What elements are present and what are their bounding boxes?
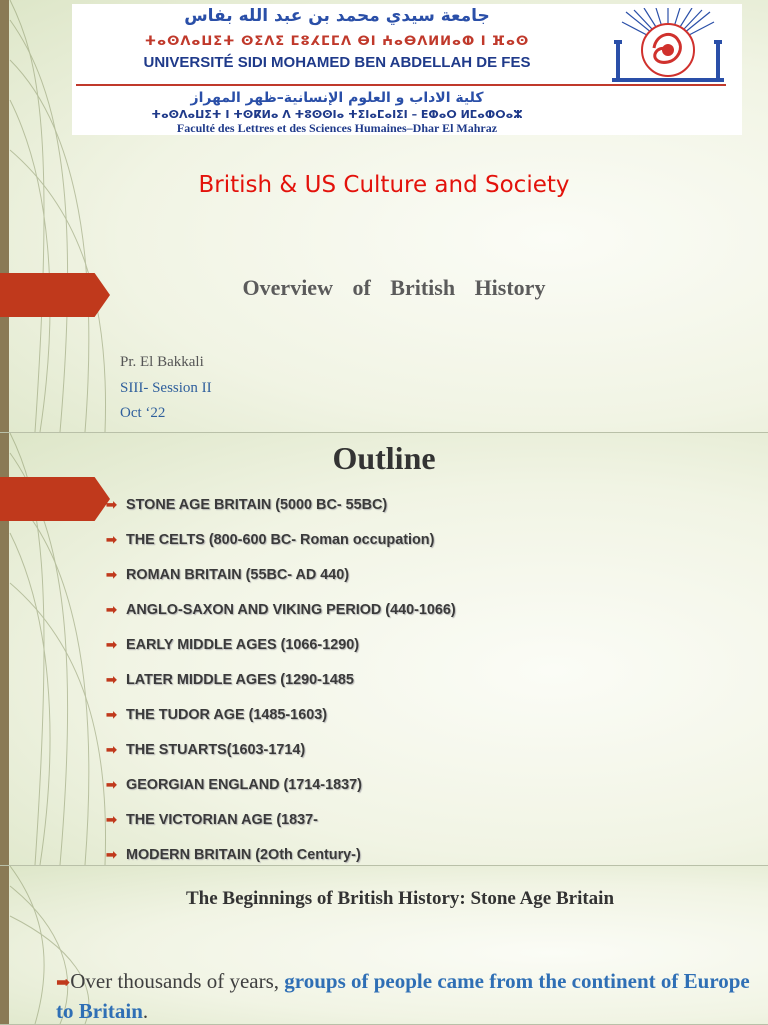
slide-body-text: ➡Over thousands of years, groups of people came from the continent of Europe to Britain. — [56, 969, 750, 1023]
banner-tifinagh-faculty: ⵜⴰⵙⴷⴰⵡⵉⵜ ⵏ ⵜⵙⴽⵍⴰ ⴷ ⵜⵓⵙⵙⵏⴰ ⵜⵉⵏⴰⵎⴰⵏⵉⵏ – ⴹⵀⴰⵔ ⵍⵎⴰⵀⵔⴰⵣ — [151, 108, 523, 121]
course-title: British & US Culture and Society — [198, 172, 570, 198]
arrow-right-icon: ➡ — [106, 567, 117, 582]
list-item: ➡ THE STUARTS(1603-1714) — [106, 742, 306, 758]
arrow-right-icon: ➡ — [106, 742, 117, 757]
list-item: ➡ THE TUDOR AGE (1485-1603) — [106, 707, 327, 723]
slide-accent-tab — [0, 477, 110, 521]
presentation-subtitle: Overview of British History — [242, 275, 546, 300]
outline-title: Outline — [332, 440, 436, 476]
university-banner — [72, 4, 742, 135]
banner-tifinagh-university: ⵜⴰⵙⴷⴰⵡⵉⵜ ⵙⵉⴷⵉ ⵎⵓⵃⵎⵎⴷ ⴱⵏ ⵄⴰⴱⴷⵍⵍⴰⵀ ⵏ ⴼⴰⵙ — [144, 34, 530, 49]
banner-arabic-faculty: كلية الاداب و العلوم الإنسانية–ظهر المهراز — [190, 90, 484, 106]
list-item: ➡ THE VICTORIAN AGE (1837- — [106, 812, 318, 828]
professor-name: Pr. El Bakkali — [120, 354, 204, 370]
date-label: Oct ‘22 — [120, 405, 166, 421]
university-emblem-icon — [612, 8, 724, 86]
list-item: ➡ ANGLO-SAXON AND VIKING PERIOD (440-1066) — [106, 602, 456, 618]
highlighted-text: groups of people came from the continent of Europe to Britain — [56, 969, 750, 1023]
arrow-right-icon: ➡ — [106, 497, 117, 512]
slide-heading: The Beginnings of British History: Stone Age Britain — [185, 888, 615, 909]
content-slide — [0, 866, 768, 1025]
arrow-right-icon: ➡ — [106, 602, 117, 617]
list-item: ➡ THE CELTS (800-600 BC- Roman occupation) — [106, 532, 435, 548]
banner-faculty-name: Faculté des Lettres et des Sciences Humaines–Dhar El Mahraz — [176, 121, 498, 135]
outline-slide — [0, 433, 768, 866]
list-item: ➡ MODERN BRITAIN (2Oth Century-) — [106, 847, 361, 863]
banner-university-name: UNIVERSITÉ SIDI MOHAMED BEN ABDELLAH DE FES — [143, 54, 531, 71]
list-item: ➡ GEORGIAN ENGLAND (1714-1837) — [106, 777, 362, 793]
list-item: ➡ ROMAN BRITAIN (55BC- AD 440) — [106, 567, 350, 583]
arrow-right-icon: ➡ — [106, 707, 117, 722]
arrow-right-icon: ➡ — [106, 637, 117, 652]
banner-arabic-university: جامعة سيدي محمد بن عبد الله بفاس — [184, 6, 490, 26]
list-item: ➡ EARLY MIDDLE AGES (1066-1290) — [106, 637, 359, 653]
list-item: ➡ STONE AGE BRITAIN (5000 BC- 55BC) — [106, 497, 388, 513]
arrow-right-icon: ➡ — [106, 812, 117, 827]
arrow-right-icon: ➡ — [106, 532, 117, 547]
arrow-right-icon: ➡ — [106, 847, 117, 862]
arrow-right-icon: ➡ — [106, 672, 117, 687]
title-slide — [0, 0, 768, 433]
session-label: SIII- Session II — [120, 380, 212, 396]
arrow-right-icon: ➡ — [106, 777, 117, 792]
outline-list — [106, 497, 456, 866]
arrow-right-icon: ➡ — [56, 973, 71, 992]
list-item: ➡ LATER MIDDLE AGES (1290-1485 — [106, 672, 354, 688]
